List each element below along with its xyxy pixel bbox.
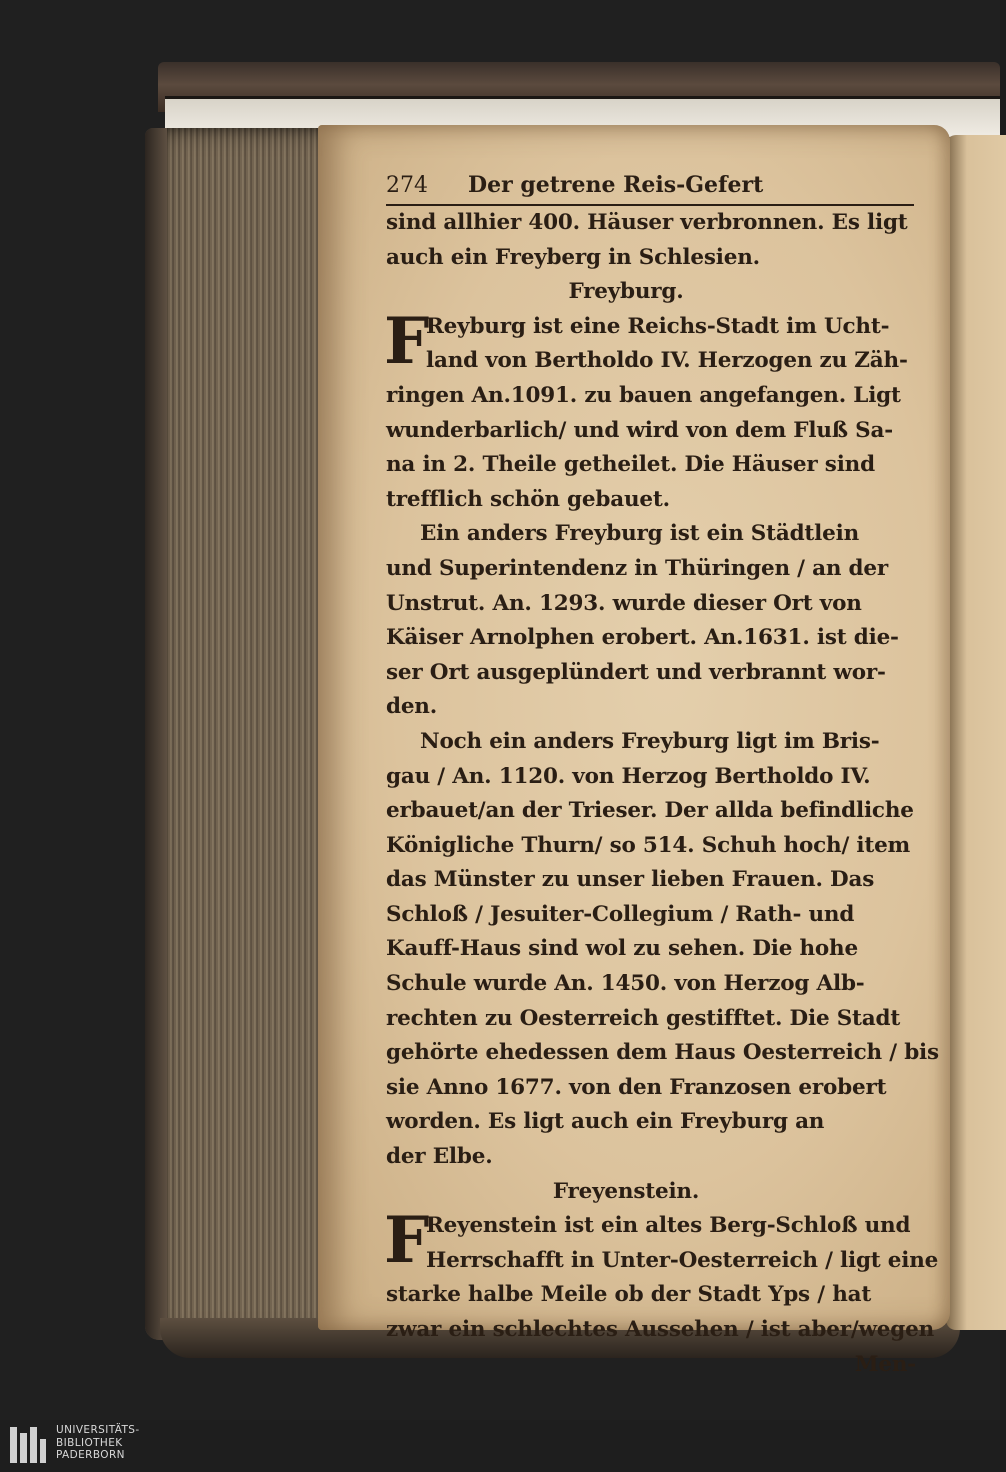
line-text: sind allhier 400. Häuser verbronnen. Es ligt [386, 210, 908, 235]
library-logo-text [56, 1424, 140, 1462]
text-line [386, 587, 926, 622]
text-line [386, 932, 926, 967]
text-line [386, 1313, 935, 1348]
text-line [386, 898, 926, 933]
catchword [386, 1348, 926, 1383]
line-text: Reyburg ist eine Reichs-Stadt im Ucht- [426, 313, 890, 339]
line-text: das Münster zu unser lieben Frauen. Das [386, 867, 875, 893]
text-line [386, 206, 926, 241]
library-logo-icon [6, 1423, 50, 1467]
line-text: Noch ein anders Freyburg ligt im Bris- [420, 728, 880, 754]
line-text: Käiser Arnolphen erobert. An.1631. ist die- [386, 625, 899, 651]
drop-capital: F [384, 1203, 430, 1279]
text-line [386, 760, 926, 795]
text-line [386, 1278, 926, 1313]
line-text: Reyenstein ist ein altes Berg-Schloß und [426, 1213, 911, 1239]
logo-line-3: PADERBORN [56, 1449, 125, 1461]
section-heading [386, 1175, 926, 1210]
text-line [386, 552, 926, 587]
text-lines [384, 206, 939, 1382]
text-line [386, 1105, 926, 1140]
text-line [386, 448, 926, 483]
line-text: auch ein Freyberg in Schlesien. [386, 244, 760, 270]
text-line [386, 794, 926, 829]
line-text: worden. Es ligt auch ein Freyburg an [386, 1109, 825, 1135]
line-text: den. [386, 694, 438, 720]
section-heading [386, 275, 926, 310]
line-text: sie Anno 1677. von den Franzosen erobert [386, 1074, 887, 1100]
book-spine-shadow [145, 128, 167, 1340]
line-text: zwar ein schlechtes Aussehen / ist aber/wegen [386, 1317, 935, 1342]
page-number: 274 [386, 173, 428, 198]
text-line [386, 1140, 926, 1175]
text-line [386, 414, 926, 449]
line-text: land von Bertholdo IV. Herzogen zu Zäh- [426, 348, 908, 374]
running-title: Der getrene Reis-Gefert [468, 172, 764, 198]
text-line [386, 690, 926, 725]
text-line [386, 621, 926, 656]
text-line [386, 656, 926, 691]
line-text: Königliche Thurn/ so 514. Schuh hoch/ item [386, 832, 911, 858]
line-text: ser Ort ausgeplündert und verbrannt wor- [386, 659, 886, 685]
page-text-block [384, 172, 939, 1382]
text-line [386, 1244, 939, 1279]
line-text: gehörte ehedessen dem Haus Oesterreich / bis [386, 1040, 939, 1066]
text-line [386, 863, 926, 898]
line-text: Schule wurde An. 1450. von Herzog Alb- [386, 971, 865, 997]
line-text: erbauet/an der Trieser. Der allda befindliche [386, 798, 914, 824]
book-fore-edge [145, 128, 335, 1340]
text-line [386, 483, 926, 518]
line-text: Unstrut. An. 1293. wurde dieser Ort von [386, 590, 862, 616]
facing-page-edge [946, 135, 1006, 1330]
text-line [386, 241, 926, 276]
text-line [386, 725, 926, 760]
text-line [386, 1036, 939, 1071]
drop-capital: F [384, 303, 430, 379]
line-text: wunderbarlich/ und wird von dem Fluß Sa- [386, 417, 893, 443]
running-head [386, 172, 914, 206]
logo-line-2: BIBLIOTHEK [56, 1436, 123, 1449]
line-text: na in 2. Theile getheilet. Die Häuser sind [386, 452, 875, 478]
line-text: starke halbe Meile ob der Stadt Yps / hat [386, 1282, 872, 1308]
text-line [386, 517, 926, 552]
line-text: Ein anders Freyburg ist ein Städtlein [420, 521, 860, 547]
footer-bar [0, 1420, 1000, 1472]
line-text: gau / An. 1120. von Herzog Bertholdo IV. [386, 763, 871, 789]
logo-line-1: UNIVERSITÄTS- [56, 1424, 140, 1436]
line-text: Freyburg. [568, 279, 684, 305]
line-text: der Elbe. [386, 1144, 493, 1170]
line-text: ringen An.1091. zu bauen angefangen. Ligt [386, 382, 901, 408]
text-line [386, 967, 926, 1002]
text-line [386, 829, 926, 864]
text-line [386, 1071, 926, 1106]
line-text: Freyenstein. [552, 1178, 700, 1204]
text-line [386, 379, 926, 414]
line-text: rechten zu Oesterreich gestifftet. Die Stadt [386, 1005, 901, 1031]
text-line [386, 344, 926, 379]
line-text: Kauff-Haus sind wol zu sehen. Die hohe [386, 936, 858, 962]
line-text: Schloß / Jesuiter-Collegium / Rath- und [386, 901, 855, 927]
text-line [386, 1002, 926, 1037]
line-text: und Superintendenz in Thüringen / an der [386, 555, 888, 581]
line-text: Herrschafft in Unter-Oesterreich / ligt eine [426, 1247, 939, 1273]
line-text: trefflich schön gebauet. [386, 486, 670, 512]
line-text: Men- [854, 1351, 916, 1377]
